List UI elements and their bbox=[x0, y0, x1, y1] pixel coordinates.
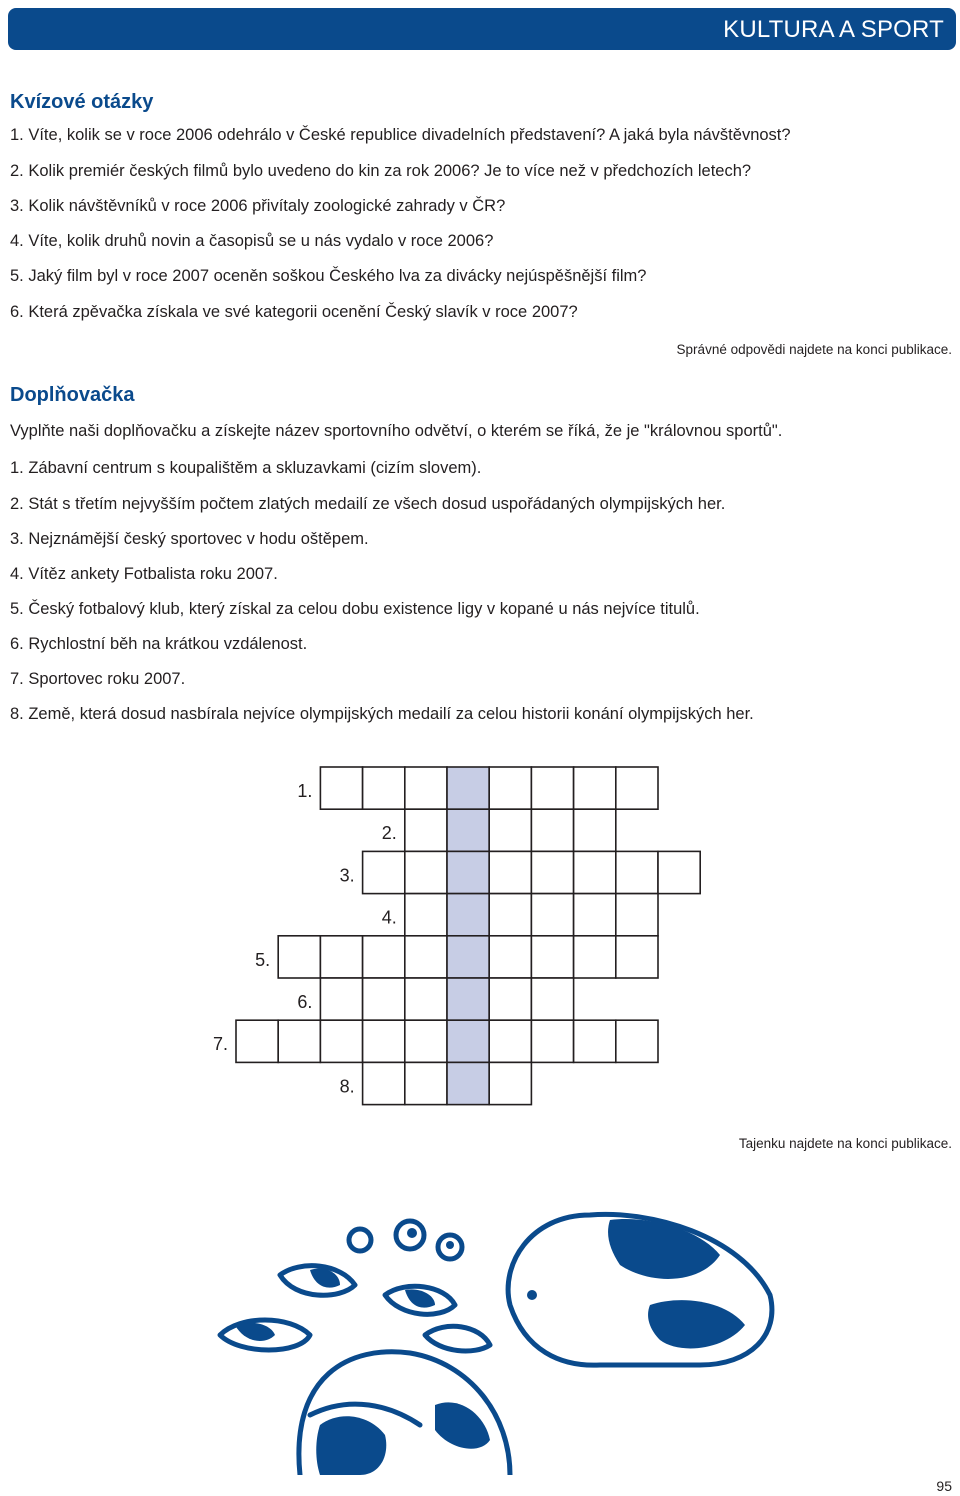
crossword-cell[interactable] bbox=[574, 1020, 616, 1062]
crossword-cell[interactable] bbox=[531, 767, 573, 809]
crossword-cell[interactable] bbox=[363, 978, 405, 1020]
crossword-solution-cell[interactable] bbox=[447, 1062, 489, 1104]
crossword-cell[interactable] bbox=[278, 1020, 320, 1062]
quiz-question-4: 4. Víte, kolik druhů novin a časopisů se u nás vydalo v roce 2006? bbox=[10, 232, 494, 250]
crossword-cell[interactable] bbox=[320, 767, 362, 809]
quiz-question-6: 6. Která zpěvačka získala ve své kategorii ocenění Český slavík v roce 2007? bbox=[10, 303, 578, 321]
crossword-cell[interactable] bbox=[531, 894, 573, 936]
crossword-row-label: 6. bbox=[297, 992, 313, 1012]
crossword-row-label: 8. bbox=[339, 1076, 355, 1097]
crossword-cell[interactable] bbox=[531, 851, 573, 893]
crossword-clue-6: 6. Rychlostní běh na krátkou vzdálenost. bbox=[10, 635, 308, 653]
crossword-cell[interactable] bbox=[489, 767, 531, 809]
quiz-question-3: 3. Kolik návštěvníků v roce 2006 přivítaly zoologické zahrady v ČR? bbox=[10, 197, 506, 215]
crossword-cell[interactable] bbox=[489, 1062, 531, 1104]
crossword-cell[interactable] bbox=[278, 936, 320, 978]
crossword-cell[interactable] bbox=[531, 936, 573, 978]
crossword-clue-3: 3. Nejznámější český sportovec v hodu oštěpem. bbox=[10, 530, 369, 548]
crossword-cell[interactable] bbox=[405, 851, 447, 893]
crossword-row-label: 5. bbox=[255, 949, 271, 970]
quiz-answers-note: Správné odpovědi najdete na konci publikace. bbox=[676, 342, 952, 357]
quiz-question-2: 2. Kolik premiér českých filmů bylo uvedeno do kin za rok 2006? Je to více než v předchozích letech? bbox=[10, 162, 752, 180]
page-number: 95 bbox=[936, 1478, 952, 1494]
crossword-cell[interactable] bbox=[363, 767, 405, 809]
crossword-solution-cell[interactable] bbox=[447, 978, 489, 1020]
crossword-clue-5: 5. Český fotbalový klub, který získal za celou dobu existence ligy v kopané u nás nejvíce titulů. bbox=[10, 600, 700, 618]
page-section-title: KULTURA A SPORT bbox=[723, 16, 944, 43]
crossword-solution-cell[interactable] bbox=[447, 767, 489, 809]
crossword-cell[interactable] bbox=[531, 809, 573, 851]
crossword-solution-cell[interactable] bbox=[447, 851, 489, 893]
crossword-cell[interactable] bbox=[405, 894, 447, 936]
crossword-cell[interactable] bbox=[236, 1020, 278, 1062]
crossword-cell[interactable] bbox=[489, 894, 531, 936]
crossword-cell[interactable] bbox=[574, 809, 616, 851]
crossword-title: Doplňovačka bbox=[10, 384, 135, 406]
crossword-clue-7: 7. Sportovec roku 2007. bbox=[10, 670, 186, 688]
crossword-cell[interactable] bbox=[489, 978, 531, 1020]
crossword-cell[interactable] bbox=[574, 851, 616, 893]
quiz-question-1: 1. Víte, kolik se v roce 2006 odehrálo v České republice divadelních představení? A jaká byla návštěvnost? bbox=[10, 126, 791, 144]
crossword-cell[interactable] bbox=[531, 978, 573, 1020]
crossword-row-label: 4. bbox=[381, 907, 397, 928]
crossword-cell[interactable] bbox=[320, 978, 362, 1020]
crossword-cell[interactable] bbox=[489, 851, 531, 893]
crossword-cell[interactable] bbox=[363, 1020, 405, 1062]
crossword-row-label: 3. bbox=[339, 865, 355, 886]
crossword-solution-cell[interactable] bbox=[447, 809, 489, 851]
guinea-pigs-illustration bbox=[180, 1175, 780, 1475]
crossword-clue-1: 1. Zábavní centrum s koupalištěm a skluzavkami (cizím slovem). bbox=[10, 459, 482, 477]
crossword-cell[interactable] bbox=[489, 936, 531, 978]
crossword-solution-cell[interactable] bbox=[447, 936, 489, 978]
crossword-cell[interactable] bbox=[363, 851, 405, 893]
crossword-row-label: 1. bbox=[297, 781, 313, 801]
quiz-title: Kvízové otázky bbox=[10, 91, 154, 113]
crossword-cell[interactable] bbox=[658, 851, 700, 893]
crossword-cell[interactable] bbox=[405, 978, 447, 1020]
crossword-cell[interactable] bbox=[616, 767, 658, 809]
crossword-intro: Vyplňte naši doplňovačku a získejte název sportovního odvětví, o kterém se říká, že je "královnou sportů". bbox=[10, 422, 783, 440]
crossword-cell[interactable] bbox=[405, 767, 447, 809]
crossword-row-label: 7. bbox=[212, 1034, 228, 1055]
crossword-cell[interactable] bbox=[574, 936, 616, 978]
crossword-cell[interactable] bbox=[574, 767, 616, 809]
crossword-cell[interactable] bbox=[616, 1020, 658, 1062]
crossword-cell[interactable] bbox=[616, 851, 658, 893]
crossword-solution-cell[interactable] bbox=[447, 894, 489, 936]
crossword-cell[interactable] bbox=[320, 936, 362, 978]
crossword-cell[interactable] bbox=[405, 809, 447, 851]
crossword-cell[interactable] bbox=[320, 1020, 362, 1062]
crossword-solution-cell[interactable] bbox=[447, 1020, 489, 1062]
crossword-row-label: 2. bbox=[381, 823, 397, 844]
crossword-cell[interactable] bbox=[363, 936, 405, 978]
crossword-cell[interactable] bbox=[616, 894, 658, 936]
crossword-cell[interactable] bbox=[489, 1020, 531, 1062]
crossword-cell[interactable] bbox=[531, 1020, 573, 1062]
crossword-cell[interactable] bbox=[405, 1062, 447, 1104]
quiz-question-5: 5. Jaký film byl v roce 2007 oceněn soškou Českého lva za divácky nejúspěšnější film? bbox=[10, 267, 647, 285]
crossword-cell[interactable] bbox=[405, 936, 447, 978]
crossword-cell[interactable] bbox=[574, 894, 616, 936]
crossword-clue-2: 2. Stát s třetím nejvyšším počtem zlatých medailí ze všech dosud uspořádaných olympijských her. bbox=[10, 495, 726, 513]
crossword-cell[interactable] bbox=[489, 809, 531, 851]
crossword-solution-note: Tajenku najdete na konci publikace. bbox=[738, 1136, 952, 1151]
crossword-clue-8: 8. Země, která dosud nasbírala nejvíce olympijských medailí za celou historii konání olympijských her. bbox=[10, 705, 754, 723]
crossword-clue-4: 4. Vítěz ankety Fotbalista roku 2007. bbox=[10, 565, 278, 583]
crossword-cell[interactable] bbox=[405, 1020, 447, 1062]
crossword-cell[interactable] bbox=[363, 1062, 405, 1104]
crossword-cell[interactable] bbox=[616, 936, 658, 978]
